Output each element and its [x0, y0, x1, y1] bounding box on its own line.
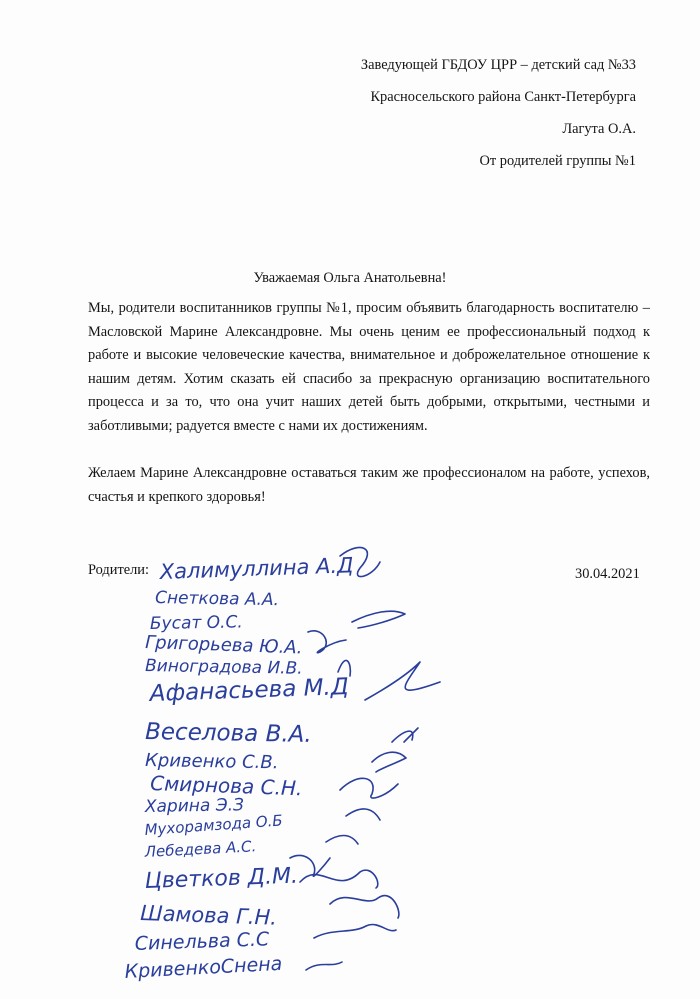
signature-scribble: [365, 662, 440, 700]
signature-text: Халимуллина А.Д: [159, 553, 354, 584]
signature-scribble: [308, 631, 346, 653]
signature-scribble: [314, 924, 396, 938]
signature-text: Харина Э.З: [144, 795, 245, 817]
body-paragraph-1: Мы, родители воспитанников группы №1, просим объявить благодарность воспитателю – Масловской Марине Александровне. Мы очень ценим ее профессиональный подход к работе и высокие человеческие качества, внимательное и доброжелательное отношение к нашим детям. Хотим сказать ей спасибо за прекрасную организацию воспитательного процесса и за то, что она учит наших детей быть добрыми, открытыми, честными и заботливыми; радуется вместе с нами их достижениям.: [88, 300, 650, 434]
signatures-label: Родители:: [88, 562, 150, 578]
signature-text: Кривенко С.В.: [144, 750, 279, 774]
signature-text: КривенкоСнена: [124, 952, 283, 983]
signature-text: Синельва С.С: [134, 928, 270, 955]
addressee-line-2: Красносельского района Санкт-Петербурга: [370, 89, 636, 105]
signature-text: Лебедева А.С.: [144, 837, 257, 861]
signature-text: Афанасьева М.Д: [149, 674, 350, 707]
body-paragraph-2: Желаем Марине Александровне оставаться таким же профессионалом на работе, успехов, счастья и крепкого здоровья!: [88, 465, 650, 505]
signature-text: Смирнова С.Н.: [149, 771, 303, 801]
signature-text: Бусат О.С.: [149, 612, 243, 634]
signature-text: Мухорамзода О.Б: [144, 811, 284, 839]
letter-date: 30.04.2021: [575, 566, 640, 582]
signature-scribble: [330, 896, 399, 918]
signature-scribble: [352, 611, 405, 628]
addressee-line-4: От родителей группы №1: [479, 153, 636, 169]
signature-text: Григорьева Ю.А.: [144, 632, 303, 659]
signature-scribble: [326, 836, 358, 845]
signature-text: Шамова Г.Н.: [139, 901, 278, 930]
signature-scribble: [372, 752, 406, 772]
addressee-line-1: Заведующей ГБДОУ ЦРР – детский сад №33: [360, 57, 636, 73]
signature-text: Веселова В.А.: [144, 719, 312, 748]
signature-text: Цветков Д.М.: [144, 863, 299, 894]
signature-text: Виноградова И.В.: [144, 656, 303, 679]
signature-scribble: [300, 870, 378, 888]
salutation: Уважаемая Ольга Анатольевна!: [253, 270, 447, 286]
signature-scribble: [340, 778, 398, 798]
addressee-line-3: Лагута О.А.: [562, 121, 636, 137]
signature-scribble: [306, 962, 342, 970]
signature-scribble: [392, 728, 418, 742]
signature-scribble: [346, 809, 380, 820]
signature-text: Снеткова А.А.: [154, 588, 280, 611]
